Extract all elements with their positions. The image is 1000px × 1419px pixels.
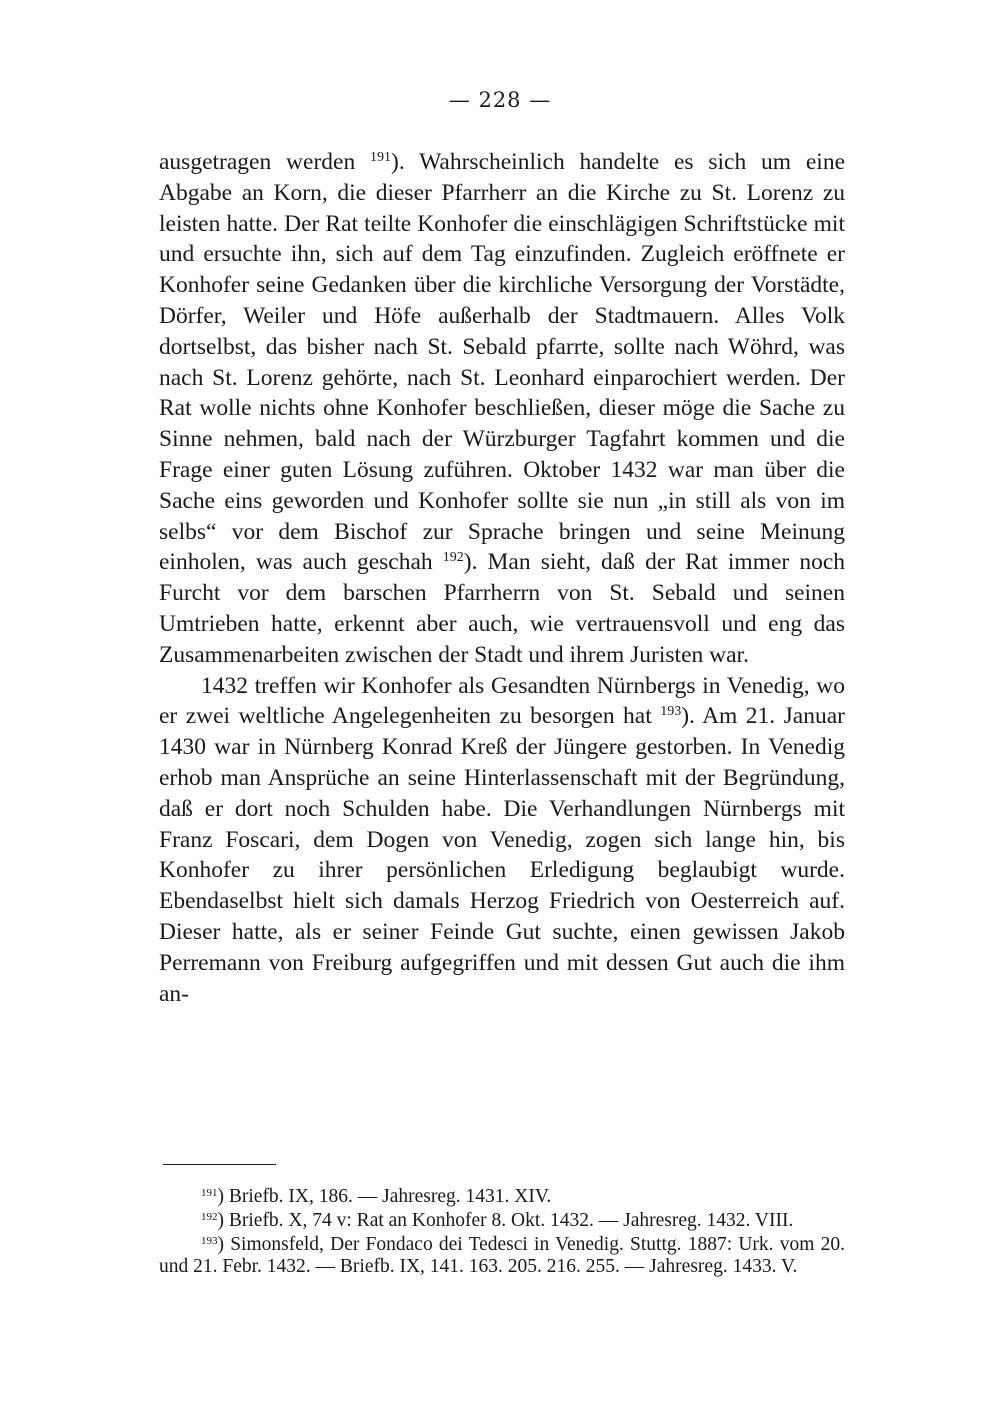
paragraph-2: [159, 671, 845, 1010]
paragraph-1-part-c: ). Man sieht, daß der Rat immer noch Furcht vor dem barschen Pfarrherrn von St. Sebald und seinen Umtrieben hatte, erkennt aber auch, wie vertrauensvoll und eng das Zusammenarbeiten zwischen der Stadt und ihrem Juristen war.: [159, 549, 845, 668]
footnote: [159, 1210, 845, 1232]
paragraph-2-part-a: 1432 treffen wir Konhofer als Gesandten Nürnbergs in Venedig, wo er zwei weltliche Angelegenheiten zu besorgen hat: [159, 672, 845, 730]
footnote-separator: [163, 1164, 276, 1165]
paragraph-1: [159, 147, 845, 671]
footnotes: [159, 1186, 845, 1280]
footnote: [159, 1186, 845, 1208]
footnote-ref-193: 193: [660, 704, 682, 720]
footnote-text: ) Simonsfeld, Der Fondaco dei Tedesci in Venedig. Stuttg. 1887: Urk. vom 20. und 21. Febr. 1432. — Briefb. IX, 141. 163. 205. 216. 255. — Jahresreg. 1433. V.: [159, 1234, 845, 1277]
footnote: [159, 1234, 845, 1278]
footnote-text: ) Briefb. IX, 186. — Jahresreg. 1431. XIV.: [217, 1186, 552, 1207]
footnote-mark: 192: [201, 1211, 218, 1223]
paragraph-1-part-a: ausgetragen werden: [159, 149, 356, 175]
page-number: — 228 —: [448, 88, 552, 112]
paragraph-2-part-b: ). Am 21. Januar 1430 war in Nürnberg Konrad Kreß der Jüngere gestorben. In Venedig erhob man Ansprüche an seine Hinterlassenschaft mit der Begründung, daß er dort noch Schulden habe. Die Verhandlungen Nürnbergs mit Franz Foscari, dem Dogen von Venedig, zogen sich lange hin, bis Konhofer zu ihrer persönlichen Erledigung beglaubigt wurde. Ebendaselbst hielt sich damals Herzog Friedrich von Oesterreich auf. Dieser hatte, als er seiner Feinde Gut suchte, einen gewissen Jakob Perremann von Freiburg aufgegriffen und mit dessen Gut auch die ihm an-: [159, 703, 845, 1007]
paragraph-1-part-b: ). Wahrscheinlich handelte es sich um eine Abgabe an Korn, die dieser Pfarrherr an die Kirche zu St. Lorenz zu leisten hatte. Der Rat teilte Konhofer die einschlägigen Schriftstücke mit und ersuchte ihn, sich auf dem Tag einzufinden. Zugleich eröffnete er Konhofer seine Gedanken über die kirchliche Versorgung der Vorstädte, Dörfer, Weiler und Höfe außerhalb der Stadtmauern. Alles Volk dortselbst, das bisher nach St. Sebald pfarrte, sollte nach Wöhrd, was nach St. Lorenz gehörte, nach St. Leonhard einparochiert werden. Der Rat wolle nichts ohne Konhofer beschließen, dieser möge die Sache zu Sinne nehmen, bald nach der Würzburger Tagfahrt kommen und die Frage einer guten Lösung zuführen. Oktober 1432 war man über die Sache eins geworden und Konhofer sollte sie nun „in still als von im selbs“ vor dem Bischof zur Sprache bringen und seine Meinung einholen, was auch geschah: [159, 149, 845, 576]
footnote-ref-192: 192: [442, 550, 464, 566]
footnote-ref-191: 191: [370, 150, 392, 165]
footnote-mark: 193: [201, 1235, 218, 1247]
footnote-text: ) Briefb. X, 74 v: Rat an Konhofer 8. Okt. 1432. — Jahresreg. 1432. VIII.: [217, 1210, 794, 1231]
footnote-mark: 191: [201, 1187, 218, 1199]
main-text: [159, 147, 845, 1009]
